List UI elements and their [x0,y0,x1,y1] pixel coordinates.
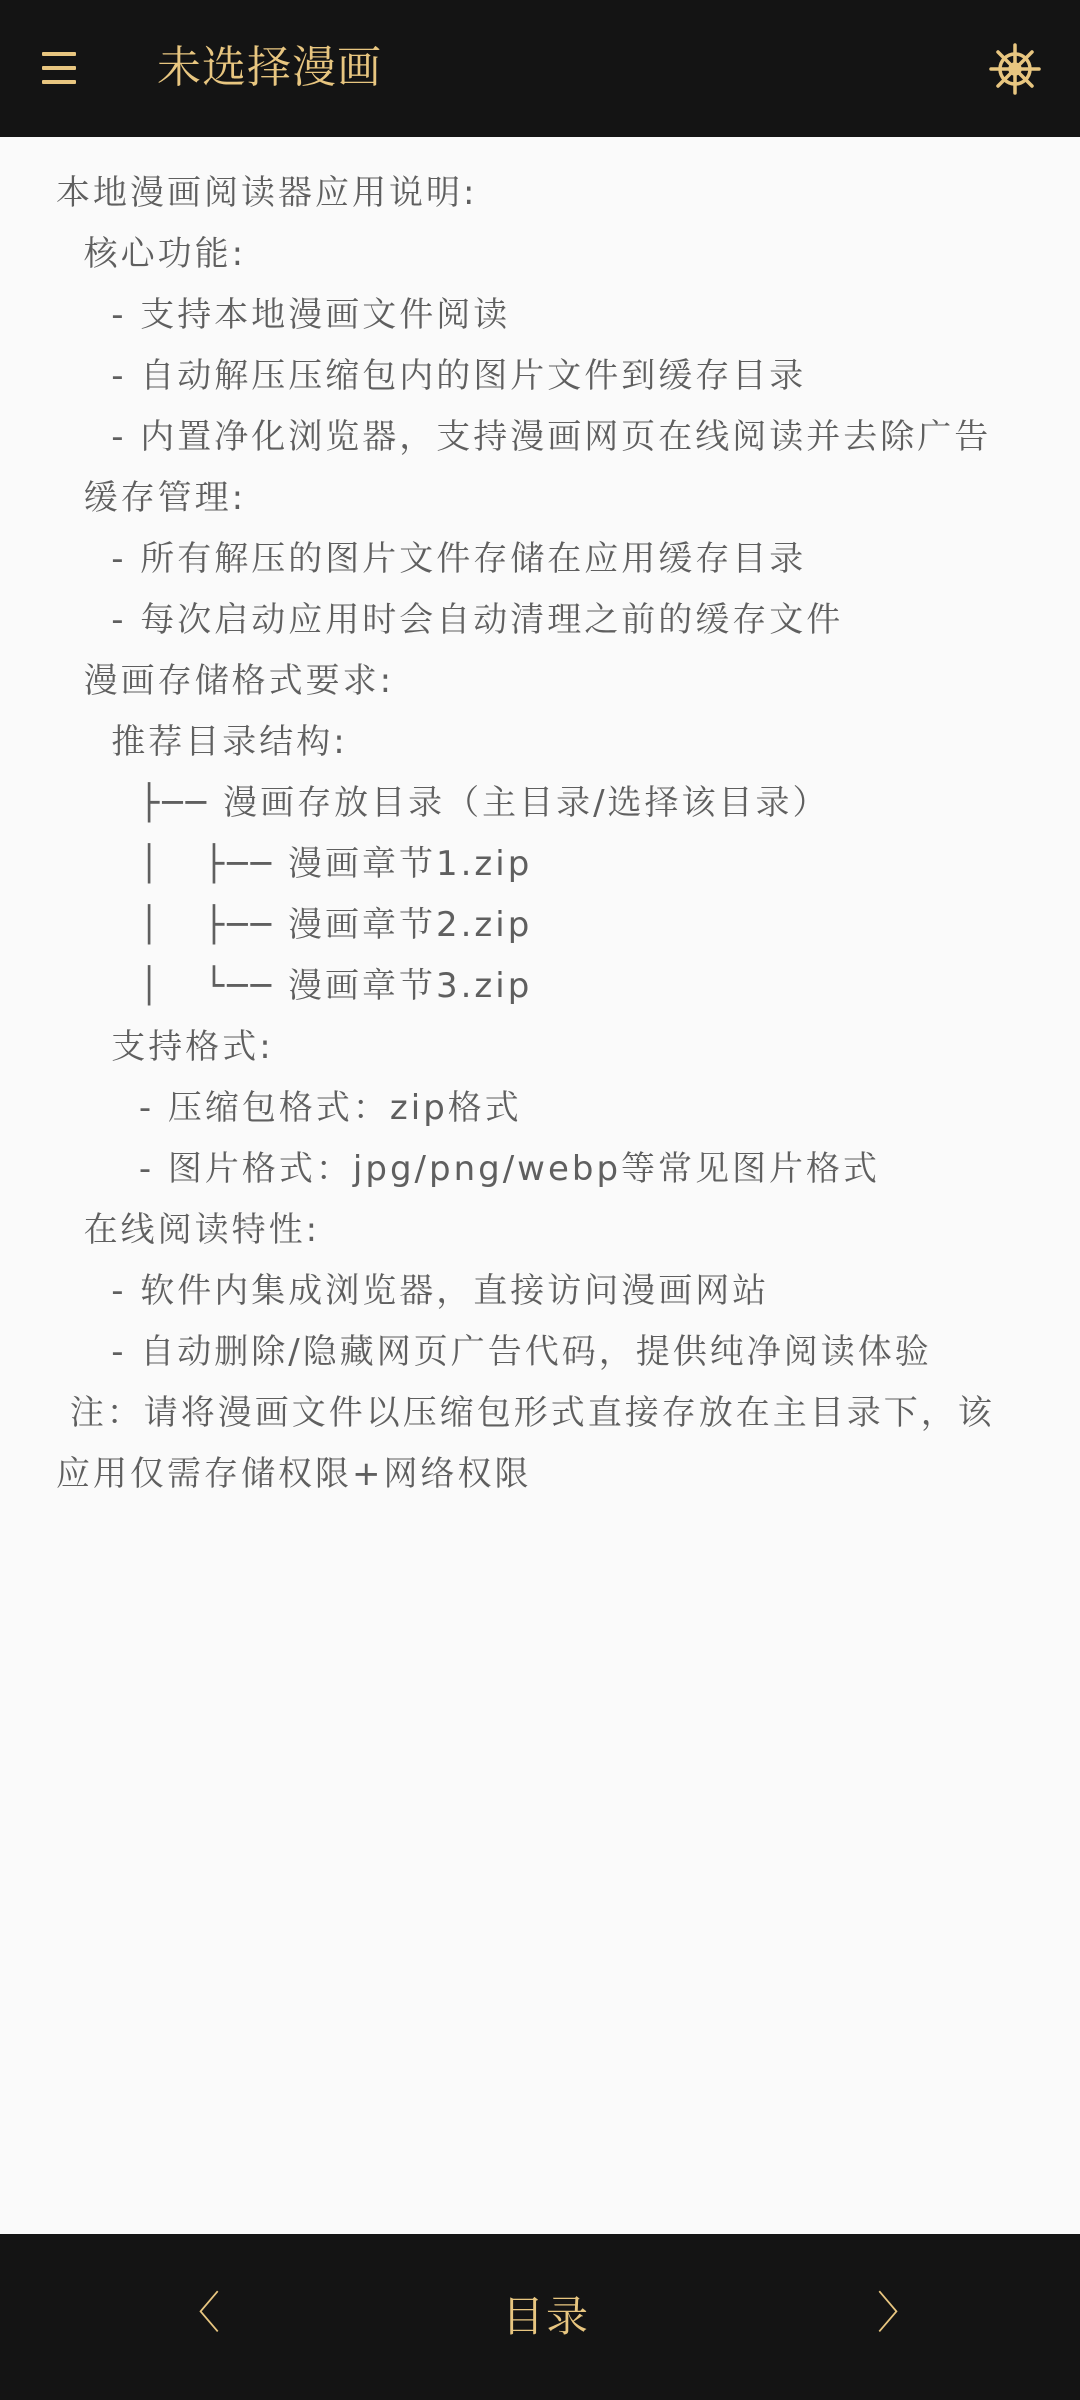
previous-chapter-button[interactable]: 〈 [176,2288,220,2339]
menu-bar-line [42,80,76,84]
next-chapter-button[interactable]: 〉 [877,2288,921,2339]
ships-wheel-icon-graphic [988,42,1042,96]
menu-bar-line [42,52,76,56]
menu-bar-line [42,66,76,70]
table-of-contents-button[interactable]: 目录 [502,2292,591,2341]
bottom-nav-bar [0,2234,1080,2400]
ships-wheel-icon[interactable] [988,42,1042,96]
top-app-bar [0,0,1080,137]
app-instructions-text: 本地漫画阅读器应用说明: 核心功能: - 支持本地漫画文件阅读 - 自动解压压缩包内的图片文件到缓存目录 - 内置净化浏览器，支持漫画网页在线阅读并去除广告 缓存管理: - 所有解压的图片文件存储在应用缓存目录 - 每次启动应用时会自动清理之前的缓存文件 漫画存储格式要求: 推荐目录结构: ├── 漫画存放目录（主目录/选择该目录） │ ├── 漫画章节1.zip │ ├── 漫画章节2.zip │ └── 漫画章节3.zip 支持格式: - 压缩包格式：zip格式 - 图片格式：jpg/png/webp等常见图片格式 在线阅读特性: - 软件内集成浏览器，直接访问漫画网站 - 自动删除/隐藏网页广告代码，提供纯净阅读体验 注：请将漫画文件以压缩包形式直接存放在主目录下，该应用仅需存储权限+网络权限 [56,173,995,1494]
hamburger-menu-icon[interactable] [34,40,84,96]
page-title: 未选择漫画 [157,42,382,93]
reader-content-area[interactable] [0,137,1080,2234]
